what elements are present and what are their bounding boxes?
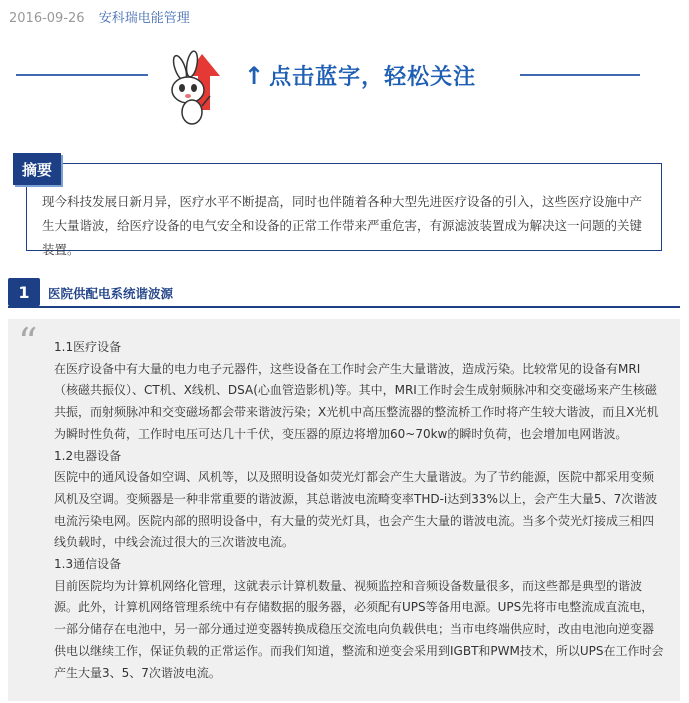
subsection-heading: 1.3通信设备 bbox=[54, 557, 122, 572]
abstract-tag: 摘要 bbox=[13, 153, 61, 185]
post-meta bbox=[9, 7, 190, 26]
quote-mark-icon: “ bbox=[18, 320, 38, 364]
paragraph: 目前医院均为计算机网络化管理，这就表示计算机数量、视频监控和音频设备数量很多，而这些都是典型的谐波源。此外，计算机网络管理系统中有存储数据的服务器，必须配有UPS等备用电源。UPS先将市电整流成直流电，一部分储存在电池中，另一部分通过逆变器转换成稳压交流电向负载供电；当市电终端供应时，改由电池向逆变器供电以继续工作，保证负载的正常运作。而我们知道，整流和逆变会采用到IGBT和PWM技术，所以UPS在工作时会产生大量3、5、7次谐波电流。 bbox=[54, 578, 664, 680]
follow-prompt[interactable] bbox=[244, 60, 476, 91]
follow-prompt-text: 点击蓝字，轻松关注 bbox=[269, 65, 477, 90]
up-arrow-icon: ↑ bbox=[244, 62, 266, 90]
account-name-link[interactable]: 安科瑞电能管理 bbox=[98, 11, 190, 26]
subsection-heading: 1.2电器设备 bbox=[54, 448, 122, 463]
section-heading bbox=[8, 278, 680, 306]
rabbit-mascot-icon bbox=[162, 50, 242, 130]
quote-block bbox=[8, 319, 680, 701]
paragraph: 医院中的通风设备如空调、风机等，以及照明设备如荧光灯都会产生大量谐波。为了节约能源，医院中都采用变频风机及空调。变频器是一种非常重要的谐波源，其总谐波电流畸变率THD-i达到33%以上，会产生大量5、7次谐波电流污染电网。医院内部的照明设备中，有大量的荧光灯具，也会产生大量的谐波电流。当多个荧光灯接成三相四线负载时，中线会流过很大的三次谐波电流。 bbox=[54, 470, 658, 550]
quote-content bbox=[54, 337, 664, 684]
banner-divider-right bbox=[520, 74, 640, 76]
section-number-badge: 1 bbox=[8, 278, 40, 306]
section-title: 医院供配电系统谐波源 bbox=[48, 286, 174, 301]
paragraph: 在医疗设备中有大量的电力电子元器件，这些设备在工作时会产生大量谐波，造成污染。比较常见的设备有MRI（核磁共振仪）、CT机、X线机、DSA(心血管造影机)等。其中，MRI工作时会生成射频脉冲和交变磁场来产生核磁共振，而射频脉冲和交变磁场都会带来谐波污染；X光机中高压整流器的整流桥工作时将产生较大谐波，而且X光机为瞬时性负荷，工作时电压可达几十千伏，变压器的原边将增加60~70kw的瞬时负荷，也会增加电网谐波。 bbox=[54, 361, 659, 441]
section-divider bbox=[8, 306, 680, 308]
banner-divider-left bbox=[16, 74, 148, 76]
post-date: 2016-09-26 bbox=[9, 11, 85, 26]
subsection-heading: 1.1医疗设备 bbox=[54, 340, 122, 354]
abstract-text: 现今科技发展日新月异，医疗水平不断提高，同时也伴随着各种大型先进医疗设备的引入，这些医疗设施中产生大量谐波，给医疗设备的电气安全和设备的正常工作带来严重危害，有源滤波装置成为解决这一问题的关键装置。 bbox=[42, 194, 643, 257]
